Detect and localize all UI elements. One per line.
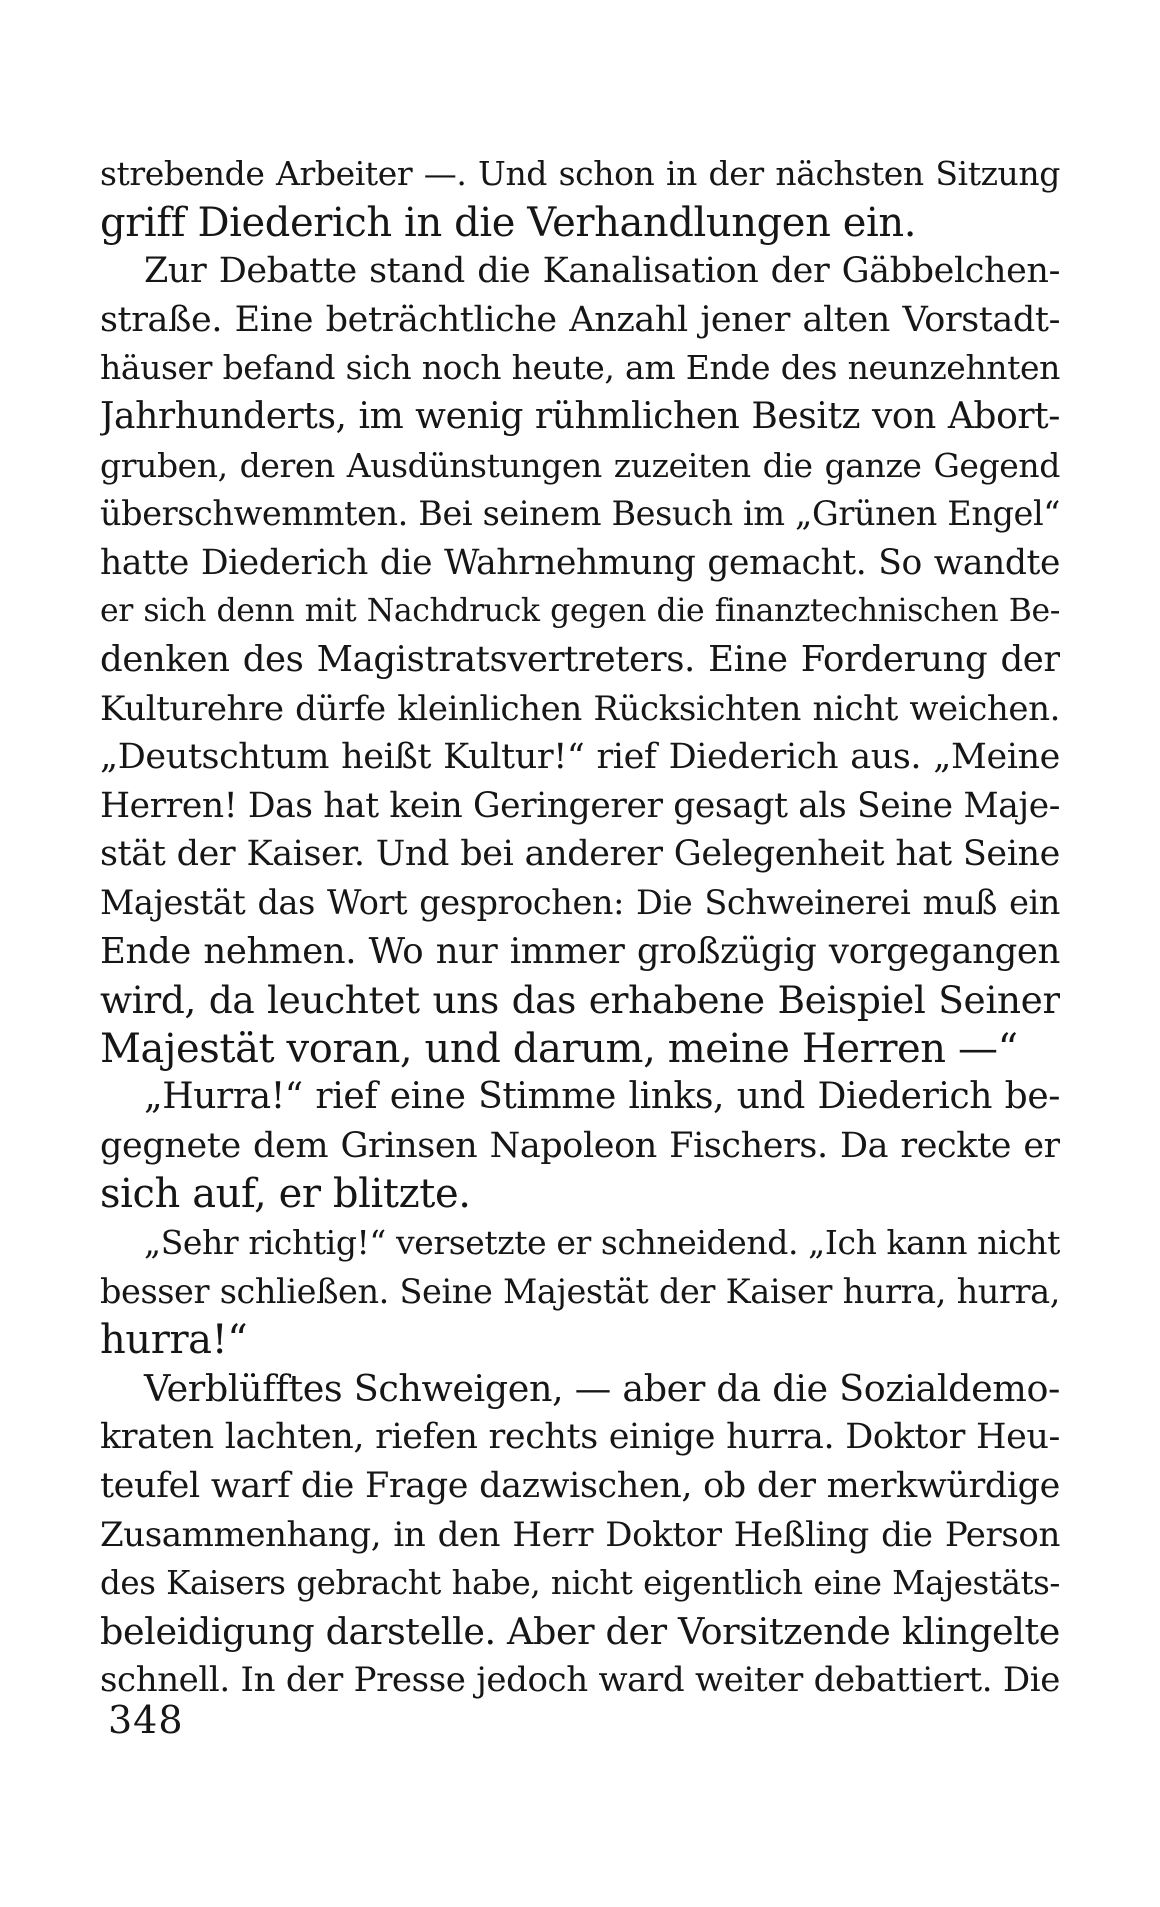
text-line: hurra!“ bbox=[100, 1317, 248, 1364]
text-line: stät der Kaiser. Und bei anderer Gelegenheit hat Seine bbox=[100, 834, 1060, 875]
text-line: griff Diederich in die Verhandlungen ein. bbox=[100, 199, 917, 246]
text-line: wird, da leuchtet uns das erhabene Beispiel Seiner bbox=[100, 978, 1060, 1023]
text-line: schnell. In der Presse jedoch ward weiter debattiert. Die bbox=[100, 1660, 1060, 1701]
text-line: kraten lachten, riefen rechts einige hurra. Doktor Heu- bbox=[100, 1417, 1060, 1458]
text-line: Majestät voran, und darum, meine Herren —“ bbox=[100, 1025, 1018, 1072]
text-line: strebende Arbeiter —. Und schon in der nächsten Sitzung bbox=[100, 154, 1060, 193]
text-line: „Deutschtum heißt Kultur!“ rief Diederich aus. „Meine bbox=[100, 737, 1060, 778]
text-line: gegnete dem Grinsen Napoleon Fischers. Da reckte er bbox=[100, 1125, 1060, 1166]
text-line: Verblüfftes Schweigen, — aber da die Sozialdemo- bbox=[144, 1366, 1060, 1410]
text-line: Zur Debatte stand die Kanalisation der Gäbbelchen- bbox=[144, 251, 1060, 292]
text-line: häuser befand sich noch heute, am Ende des neunzehnten bbox=[100, 348, 1060, 388]
text-line: besser schließen. Seine Majestät der Kaiser hurra, hurra, bbox=[100, 1271, 1060, 1311]
text-line: des Kaisers gebracht habe, nicht eigentlich eine Majestäts- bbox=[100, 1564, 1060, 1603]
text-line: denken des Magistratsvertreters. Eine Forderung der bbox=[100, 638, 1060, 680]
text-line: „Sehr richtig!“ versetzte er schneidend. „Ich kann nicht bbox=[144, 1223, 1060, 1263]
text-line: Majestät das Wort gesprochen: Die Schweinerei muß ein bbox=[100, 882, 1060, 922]
text-line: Herren! Das hat kein Geringerer gesagt als Seine Maje- bbox=[100, 785, 1060, 826]
text-line: er sich denn mit Nachdruck gegen die finanztechnischen Be- bbox=[100, 593, 1060, 630]
text-line: teufel warf die Frage dazwischen, ob der merkwürdige bbox=[100, 1466, 1060, 1507]
text-line: gruben, deren Ausdünstungen zuzeiten die ganze Gegend bbox=[100, 445, 1060, 485]
text-line: Kulturehre dürfe kleinlichen Rücksichten nicht weichen. bbox=[100, 688, 1060, 729]
text-line: überschwemmten. Bei seinem Besuch im „Grünen Engel“ bbox=[100, 494, 1060, 534]
text-line: Ende nehmen. Wo nur immer großzügig vorgegangen bbox=[100, 930, 1060, 972]
page-body-text bbox=[100, 150, 1060, 1705]
text-line: „Hurra!“ rief eine Stimme links, und Diederich be- bbox=[144, 1076, 1060, 1118]
text-line: beleidigung darstelle. Aber der Vorsitzende klingelte bbox=[100, 1609, 1060, 1653]
text-line: hatte Diederich die Wahrnehmung gemacht. So wandte bbox=[100, 542, 1060, 583]
text-line: Zusammenhang, in den Herr Doktor Heßling die Person bbox=[100, 1514, 1060, 1555]
text-line: straße. Eine beträchtliche Anzahl jener alten Vorstadt- bbox=[100, 299, 1060, 340]
text-line: Jahrhunderts, im wenig rühmlichen Besitz von Abort- bbox=[100, 395, 1060, 437]
page-number: 348 bbox=[108, 1698, 184, 1742]
text-line: sich auf, er blitzte. bbox=[100, 1171, 471, 1218]
